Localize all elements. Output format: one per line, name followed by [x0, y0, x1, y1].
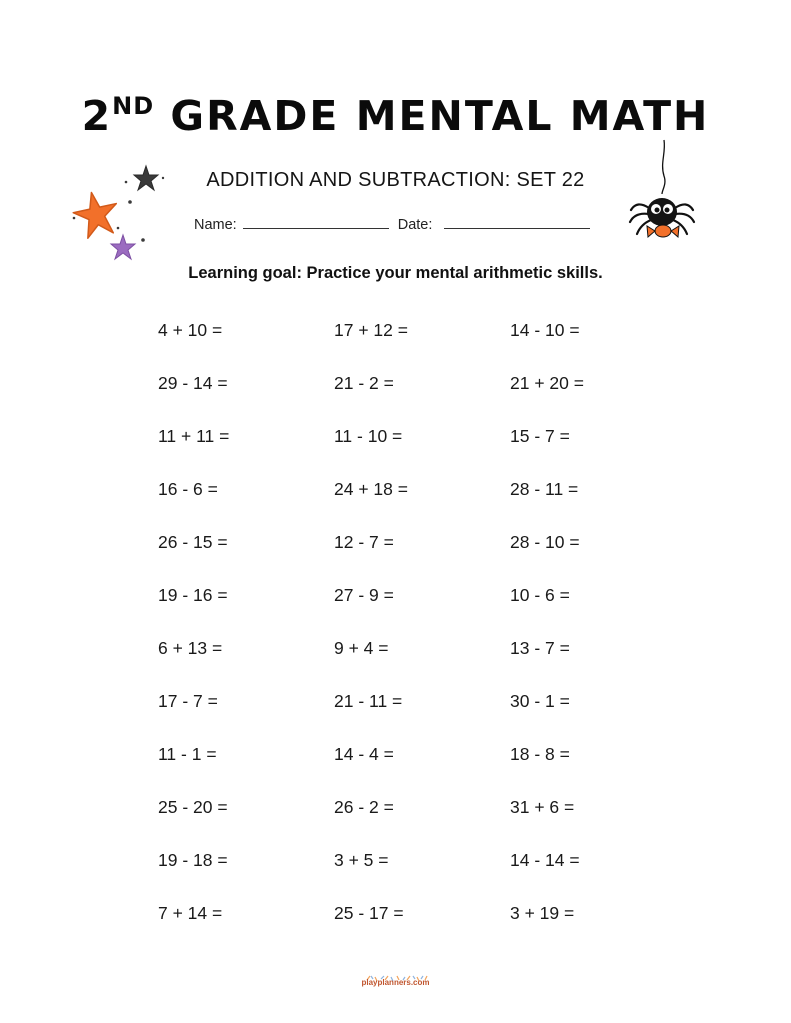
problem: 14 - 14 =: [510, 850, 580, 870]
problem: 14 - 10 =: [510, 320, 580, 340]
problem: 29 - 14 =: [158, 373, 228, 393]
name-date-row: [194, 216, 590, 233]
problem: 27 - 9 =: [334, 585, 394, 605]
name-field[interactable]: [243, 216, 389, 229]
date-field[interactable]: [444, 216, 590, 229]
problem: 7 + 14 =: [158, 903, 223, 923]
star-icon: [111, 235, 135, 259]
problem: 16 - 6 =: [158, 479, 218, 499]
problem-grid: [158, 320, 718, 956]
problem: 28 - 11 =: [510, 479, 579, 499]
problem: 3 + 19 =: [510, 903, 575, 923]
problem: 14 - 4 =: [334, 744, 394, 764]
problem: 11 - 1 =: [158, 744, 217, 764]
problem: 12 - 7 =: [334, 532, 394, 552]
problem: 31 + 6 =: [510, 797, 575, 817]
problem: 17 + 12 =: [334, 320, 408, 340]
problem: 15 - 7 =: [510, 426, 570, 446]
name-label: Name:: [194, 217, 237, 233]
problem: 4 + 10 =: [158, 320, 223, 340]
star-icon: [134, 166, 158, 190]
star-icon-cluster: [66, 160, 166, 270]
problem: 9 + 4 =: [334, 638, 389, 658]
problem: 21 + 20 =: [510, 373, 584, 393]
star-icon: [70, 188, 122, 240]
problem: 17 - 7 =: [158, 691, 218, 711]
problem: 18 - 8 =: [510, 744, 570, 764]
footer-brand[interactable]: playplanners.com: [361, 978, 430, 987]
problem: 10 - 6 =: [510, 585, 570, 605]
problem: 19 - 16 =: [158, 585, 228, 605]
page-title: 2ND GRADE MENTAL MATH: [81, 92, 710, 140]
problem: 30 - 1 =: [510, 691, 570, 711]
problem: 28 - 10 =: [510, 532, 580, 552]
problem: 21 - 2 =: [334, 373, 394, 393]
problem: 3 + 5 =: [334, 850, 389, 870]
problem: 19 - 18 =: [158, 850, 228, 870]
problem: 26 - 15 =: [158, 532, 228, 552]
problem: 11 - 10 =: [334, 426, 403, 446]
date-label: Date:: [397, 217, 433, 233]
problem: 25 - 20 =: [158, 797, 228, 817]
page-subtitle: ADDITION AND SUBTRACTION: SET 22: [206, 169, 585, 191]
problem: 21 - 11 =: [334, 691, 403, 711]
problem: 11 + 11 =: [158, 426, 230, 446]
candy-icon: [647, 225, 679, 237]
problem: 24 + 18 =: [334, 479, 408, 499]
problem: 25 - 17 =: [334, 903, 404, 923]
spider-icon: [627, 138, 697, 253]
learning-goal: Learning goal: Practice your mental arithmetic skills.: [188, 264, 603, 282]
problem: 6 + 13 =: [158, 638, 223, 658]
problem: 26 - 2 =: [334, 797, 394, 817]
problem: 13 - 7 =: [510, 638, 570, 658]
